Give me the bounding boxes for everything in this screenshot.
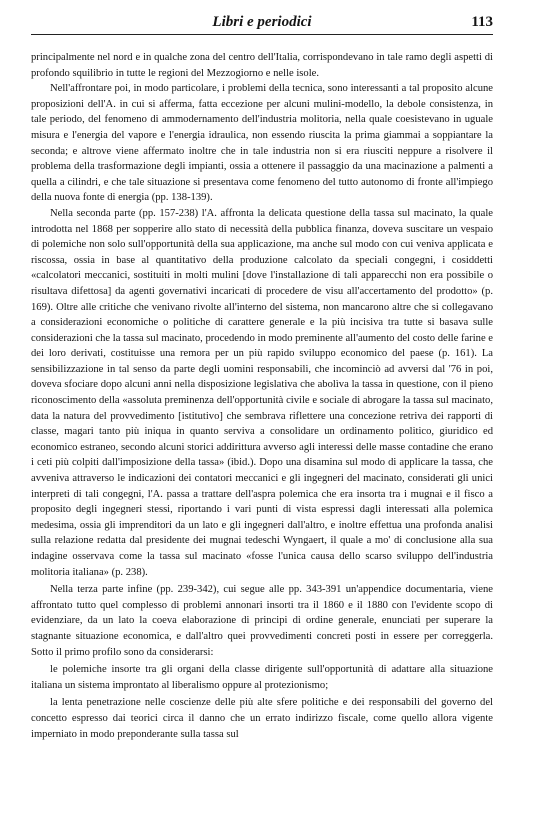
list-item-2: la lenta penetrazione nelle coscienze delle più alte sfere politiche e dei responsabili del governo del concetto espresso dai teorici circa il danno che un errato indirizzo fiscale, come quello allora vigente imperniato in modo preponderante sulla tassa sul: [31, 697, 493, 740]
page-number: 113: [471, 14, 493, 30]
paragraph-2: Nell'affrontare poi, in modo particolare, i problemi della tecnica, sono interessanti a tal proposito alcune proposizioni dell'A. in cui si afferma, fatta eccezione per alcuni mulini-modello, la debole consistenza, in tale periodo, del fenomeno di ammodernamento dell'industria molitoria, nella quale coesistevano in uguale misura e l'energia del vapore e l'energia idraulica, non essendo riuscita la prima giammai a soppiantare la seconda; e altrove viene affermato inoltre che in tale industria non si era riusciti neppure a risolvere il problema della trasformazione degli impianti, ossia a ottenere il passaggio da una macinazione a palmenti a quella a cilindri, e che tale situazione si presentava come fenomeno del tutto autonomo di fronte all'impiego della nuova fonte di energia (pp. 138-139).: [31, 83, 493, 204]
list-item-1: le polemiche insorte tra gli organi della classe dirigente sull'opportunità di adattare alla situazione italiana un sistema improntato al liberalismo oppure al protezionismo;: [31, 664, 493, 691]
paragraph-3: Nella seconda parte (pp. 157-238) l'A. affronta la delicata questione della tassa sul macinato, la quale introdotta nel 1868 per sopperire allo stato di necessità della pubblica finanza, doveva suscitare un vespaio di polemiche non solo sull'opportunità della sua applicazione, ma anche sul modo con cui veniva applicata e riscossa, ossia in base al quantitativo della produzione calcolato da speciali congegni, i cosiddetti «calcolatori meccanici, sostituiti in molti mulini [dove l'installazione di tali apparecchi non era possibile o risultava difettosa] da agenti governativi incaricati di procedere de visu all'accertamento del prodotto» (p. 169). Oltre alle critiche che venivano rivolte all'interno del sistema, non mancarono altre che si collegavano a considerazioni economiche o politiche di carattere generale e la più incisiva tra tutte si basava sulle considerazioni che la tassa sul macinato, procedendo in modo preminente all'aumento del costo delle farine e dei loro derivati, costituisse una remora per un più rapido sviluppo economico del paese (p. 161). La sensibilizzazione in tal senso da parte degli uomini responsabili, che incominciò ad avversi dal '76 in poi, doveva sfociare dopo alcuni anni nella disposizione legislativa che abolìva la tassa in questione, con il pieno riconoscimento della «assoluta preminenza dell'opportunità civile e sociale di abrogare la tassa sul macinato, data la natura del provvedimento [istitutivo] che sembrava riflettere una concezione retriva dei rapporti di classe, magari tanto più iniqua in quanto serviva a consolidare un ordinamento politico, giuridico ed economico estraneo, secondo alcuni storici addirittura avverso agli interessi delle masse contadine che erano i ceti più colpiti dall'imposizione della tassa» (ibid.). Dopo una disamina sul modo di applicare la tassa, che avveniva attraverso le indicazioni dei contatori meccanici e gli ingegneri del macinato, considerati gli unici interpreti di tali congegni, l'A. passa a trattare dell'aspra polemica che era insorta tra i mugnai e il fisco a proposito degli ingegneri stessi, riportando i vari punti di vista espressi dagli interessati alla polemica medesima, ossia gli imprenditori da un lato e gli ingegneri dall'altro, e inoltre effettua una profonda analisi sulla relazione redatta dal presidente dei mugnai tedeschi Wyngaert, il quale a mo' di conclusione alla sua indagine osservava come la tassa sul macinato «fosse l'unica causa dello scarso sviluppo dell'industria molitoria italiana» (p. 238).: [31, 207, 493, 578]
page-header: [31, 12, 493, 34]
paragraph-4: Nella terza parte infine (pp. 239-342), cui segue alle pp. 343-391 un'appendice documentaria, viene affrontato tutto quel complesso di problemi annonari insorti tra il 1860 e il 1880 con l'evidente scopo di evidenziare, da un lato la coeva elaborazione di principi di ordine generale, enunciati per superare la stagnante situazione economica, e dall'altro quei provvedimenti concreti posti in essere per correggerla. Sotto il primo profilo sono da considerarsi:: [31, 584, 493, 658]
body-text: [31, 50, 493, 742]
header-rule: [31, 34, 493, 35]
running-title: Libri e periodici: [212, 14, 312, 30]
paragraph-1: principalmente nel nord e in qualche zona del centro dell'Italia, corrispondevano in tale ramo degli aspetti di profondo squilibrio in tutte le regioni del Mezzogiorno e nelle isole.: [31, 52, 493, 79]
